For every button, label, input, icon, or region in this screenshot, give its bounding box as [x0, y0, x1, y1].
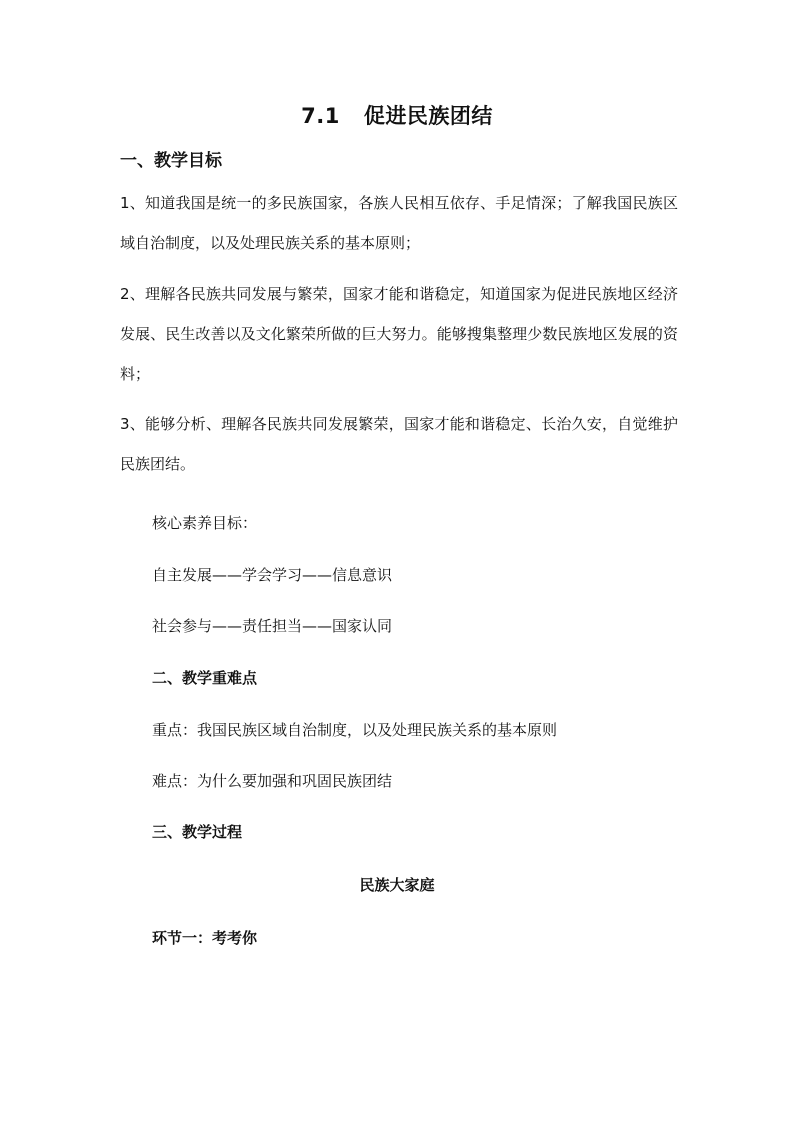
core-literacy-line-2: 社会参与——责任担当——国家认同 [152, 617, 393, 635]
section-heading-key-difficult: 二、教学重难点 [152, 669, 258, 687]
key-point: 重点：我国民族区域自治制度，以及处理民族关系的基本原则 [152, 721, 558, 739]
section-heading-teaching-goals: 一、教学目标 [120, 151, 222, 171]
document-title [0, 100, 794, 130]
goal-paragraph-2: 2、理解各民族共同发展与繁荣，国家才能和谐稳定，知道国家为促进民族地区经济发展、民生改善以及文化繁荣所做的巨大努力。能够搜集整理少数民族地区发展的资料； [120, 285, 678, 383]
process-center-title: 民族大家庭 [359, 876, 435, 894]
title-number: 7.1 [301, 104, 340, 128]
core-literacy-line-1: 自主发展——学会学习——信息意识 [152, 566, 393, 584]
core-literacy-label: 核心素养目标： [152, 514, 258, 532]
process-step-1: 环节一：考考你 [152, 929, 258, 947]
goal-paragraph-1: 1、知道我国是统一的多民族国家，各族人民相互依存、手足情深；了解我国民族区域自治制度，以及处理民族关系的基本原则； [120, 194, 678, 252]
difficult-point: 难点：为什么要加强和巩固民族团结 [152, 772, 393, 790]
goal-paragraph-3: 3、能够分析、理解各民族共同发展繁荣，国家才能和谐稳定、长治久安，自觉维护民族团结。 [120, 415, 678, 473]
title-text: 促进民族团结 [363, 104, 493, 128]
section-heading-teaching-process: 三、教学过程 [152, 823, 243, 841]
